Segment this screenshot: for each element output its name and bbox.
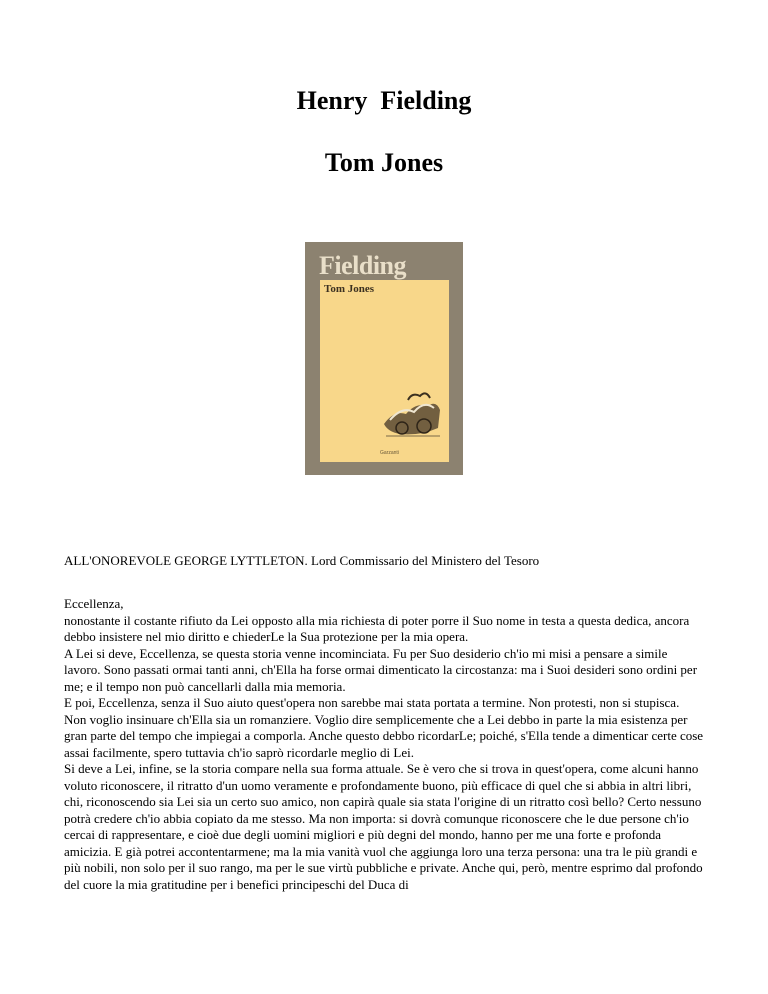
- paragraph: Si deve a Lei, infine, se la storia compare nella sua forma attuale. Se è vero che si trova in quest'opera, come alcuni hanno voluto riconoscere, il ritratto d'un uomo veramente e profondamente buono, più efficace di quel che si abbia in altri libri, chi, riconoscendo sia Lei sia un certo suo amico, non capirà quale sia stata l'origine di un ritratto così bello? Certo nessuno potrà credere ch'io abbia copiato da me stesso. Ma non importa: si dovrà comunque riconoscere che le due persone ch'io cercai di rappresentare, e cioè due degli uomini migliori e più degni del mondo, hanno per me una forte e profonda amicizia. E già potrei accontentarmene; ma la mia vanità vuol che aggiunga loro una terza persona: una tra le più grandi e più nobili, non solo per il suo rango, ma per le sue virtù pubbliche e private. Anche qui, però, mentre esprimo dal profondo del cuore la mia gratitudine per i benefici principeschi del Duca di: [64, 761, 703, 892]
- paragraph: E poi, Eccellenza, senza il Suo aiuto quest'opera non sarebbe mai stata portata a termine. Non protesti, non si stupisca. Non voglio insinuare ch'Ella sia un romanziere. Voglio dire semplicemente che a Lei debbo in parte la mia esistenza per gran parte del tempo che impiegai a comporla. Anche questo debbo ricordarLe; poiché, s'Ella tende a dimenticar certe cose assai facilmente, spero tuttavia ch'io saprò ricordarle meglio di Lei.: [64, 695, 704, 760]
- cover-publisher-text: Garzanti: [380, 450, 399, 456]
- dedication-line: ALL'ONOREVOLE GEORGE LYTTLETON. Lord Commissario del Ministero del Tesoro: [64, 553, 540, 568]
- paragraph: A Lei si deve, Eccellenza, se questa storia venne incominciata. Fu per Suo desiderio ch'io mi misi a pensare a simile lavoro. Sono passati ormai tanti anni, ch'Ella ha forse ormai dimenticato la circostanza: ma i Suoi desideri sono ordini per me; e il tempo non può cancellarli dalla mia memoria.: [64, 645, 698, 694]
- book-title-heading: Tom Jones: [324, 148, 444, 177]
- paragraph: nonostante il costante rifiuto da Lei opposto alla mia richiesta di poter porre il Suo nome in testa a questa dedica, ancora debbo insistere nel mio diritto e chiederLe la Sua protezione per la mia opera.: [64, 612, 690, 644]
- book-cover-image: [305, 242, 463, 475]
- cover-title-text: Tom Jones: [324, 283, 375, 295]
- body-text: [64, 596, 704, 893]
- cover-author-text: Fielding: [319, 251, 407, 280]
- author-heading: Henry Fielding: [296, 86, 472, 115]
- carriage-illustration-icon: [380, 380, 442, 442]
- cover-panel: [320, 280, 449, 462]
- paragraph: Eccellenza,: [64, 596, 124, 611]
